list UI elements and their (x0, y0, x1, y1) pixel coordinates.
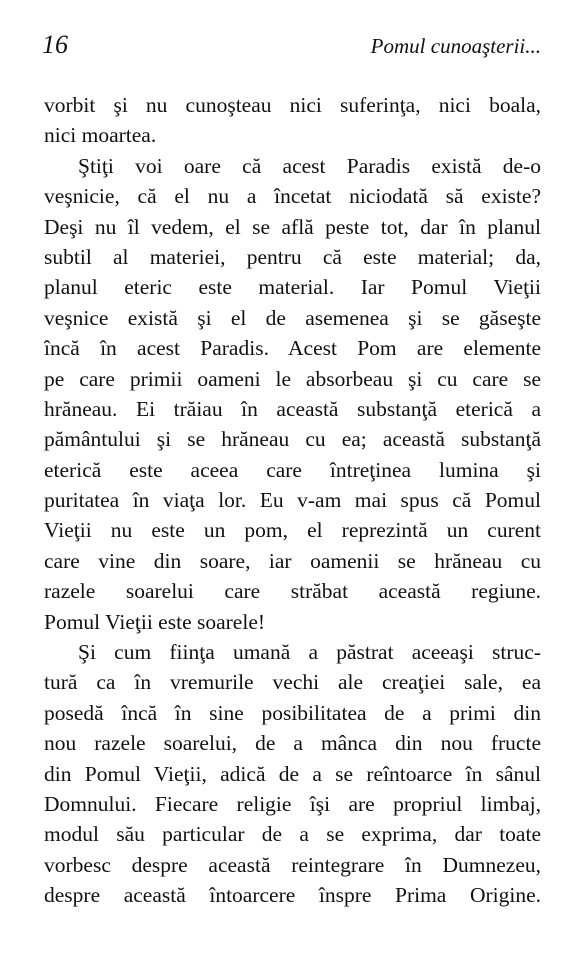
text-line: nici moartea. (44, 123, 157, 148)
text-line: încă în acest Paradis. Acest Pom are elemente (44, 336, 541, 361)
text-line: Domnului. Fiecare religie îşi are propriul limbaj, (44, 791, 541, 816)
text-line: nou razele soarelui, de a mânca din nou fructe (44, 731, 541, 756)
text-line: modul său particular de a se exprima, dar toate (44, 822, 541, 847)
text-line: veşnicie, că el nu a încetat niciodată să existe? (44, 184, 541, 209)
text-line: posedă încă în sine posibilitatea de a primi din (44, 700, 541, 725)
text-line: despre această întoarcere înspre Prima Origine. (44, 883, 541, 908)
text-line: tură ca în vremurile vechi ale creaţiei sale, ea (44, 670, 541, 695)
text-line: veşnice există şi el de asemenea şi se găseşte (44, 305, 541, 330)
text-line: subtil al materiei, pentru că este material; da, (44, 244, 541, 269)
text-line: Deşi nu îl vedem, el se află peste tot, dar în planul (44, 214, 541, 239)
text-line: vorbesc despre această reintegrare în Dumnezeu, (44, 852, 541, 877)
running-title: Pomul cunoaşterii... (370, 34, 541, 58)
page-number: 16 (42, 30, 68, 59)
text-line: din Pomul Vieţii, adică de a se reîntoarce în sânul (44, 761, 541, 786)
text-line: razele soarelui care străbat această regiune. (44, 579, 541, 604)
text-line: Vieţii nu este un pom, el reprezintă un curent (44, 518, 541, 543)
text-line: Ştiţi voi oare că acest Paradis există de-o (78, 153, 541, 178)
paragraph-2 (44, 151, 541, 637)
text-line: pe care primii oameni le absorbeau şi cu care se (44, 366, 541, 391)
text-line: pământului şi se hrăneau cu ea; această substanţă (44, 427, 541, 452)
text-line: care vine din soare, iar oamenii se hrăneau cu (44, 548, 541, 573)
text-line: Pomul Vieţii este soarele! (44, 609, 266, 634)
text-line: Şi cum fiinţa umană a păstrat aceeaşi struc- (78, 640, 541, 665)
body-text (44, 90, 541, 911)
paragraph-1 (44, 90, 541, 151)
text-line: eterică este aceea care întreţinea lumina şi (44, 457, 541, 482)
paragraph-3 (44, 637, 541, 911)
text-line: hrăneau. Ei trăiau în această substanţă eterică a (44, 396, 541, 421)
text-line: vorbit şi nu cunoşteau nici suferinţa, nici boala, (44, 93, 541, 117)
text-line: planul eteric este material. Iar Pomul Vieţii (44, 275, 541, 300)
text-line: puritatea în viaţa lor. Eu v-am mai spus că Pomul (44, 488, 541, 513)
